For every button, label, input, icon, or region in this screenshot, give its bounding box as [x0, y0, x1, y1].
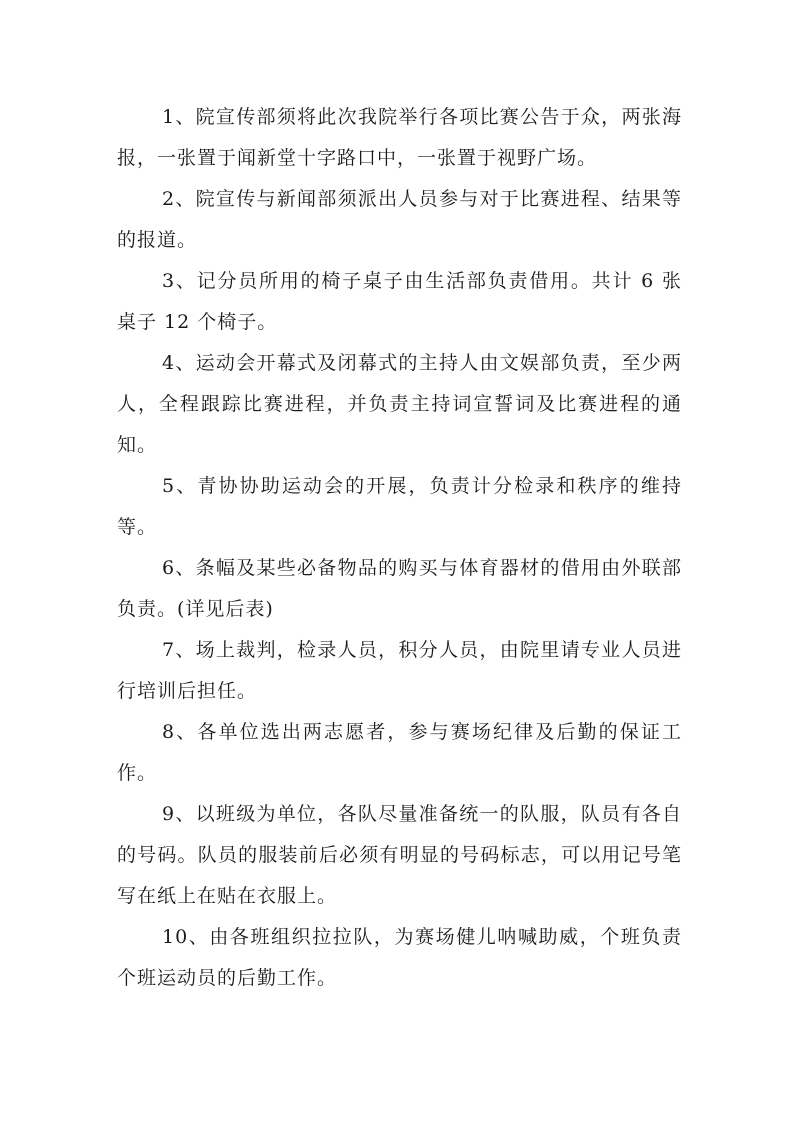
paragraph-1: 1、院宣传部须将此次我院举行各项比赛公告于众，两张海报，一张置于闻新堂十字路口中，一张置于视野广场。 — [117, 106, 682, 169]
paragraph-6: 6、条幅及某些必备物品的购买与体育器材的借用由外联部负责。(详见后表) — [117, 557, 682, 620]
paragraph-7: 7、场上裁判，检录人员，积分人员，由院里请专业人员进行培训后担任。 — [117, 639, 682, 702]
paragraph-9: 9、以班级为单位，各队尽量准备统一的队服，队员有各自的号码。队员的服装前后必须有明显的号码标志，可以用记号笔写在纸上在贴在衣服上。 — [117, 803, 682, 907]
paragraph-3: 3、记分员所用的椅子桌子由生活部负责借用。共计 6 张桌子 12 个椅子。 — [117, 270, 682, 333]
paragraph-8: 8、各单位选出两志愿者，参与赛场纪律及后勤的保证工作。 — [117, 721, 682, 784]
paragraph-10: 10、由各班组织拉拉队，为赛场健儿呐喊助威，个班负责个班运动员的后勤工作。 — [117, 926, 682, 989]
paragraph-2: 2、院宣传与新闻部须派出人员参与对于比赛进程、结果等的报道。 — [117, 188, 682, 251]
paragraph-5: 5、青协协助运动会的开展，负责计分检录和秩序的维持等。 — [117, 475, 682, 538]
document-body — [117, 97, 682, 999]
paragraph-4: 4、运动会开幕式及闭幕式的主持人由文娱部负责，至少两人，全程跟踪比赛进程，并负责主持词宣誓词及比赛进程的通知。 — [117, 352, 682, 456]
